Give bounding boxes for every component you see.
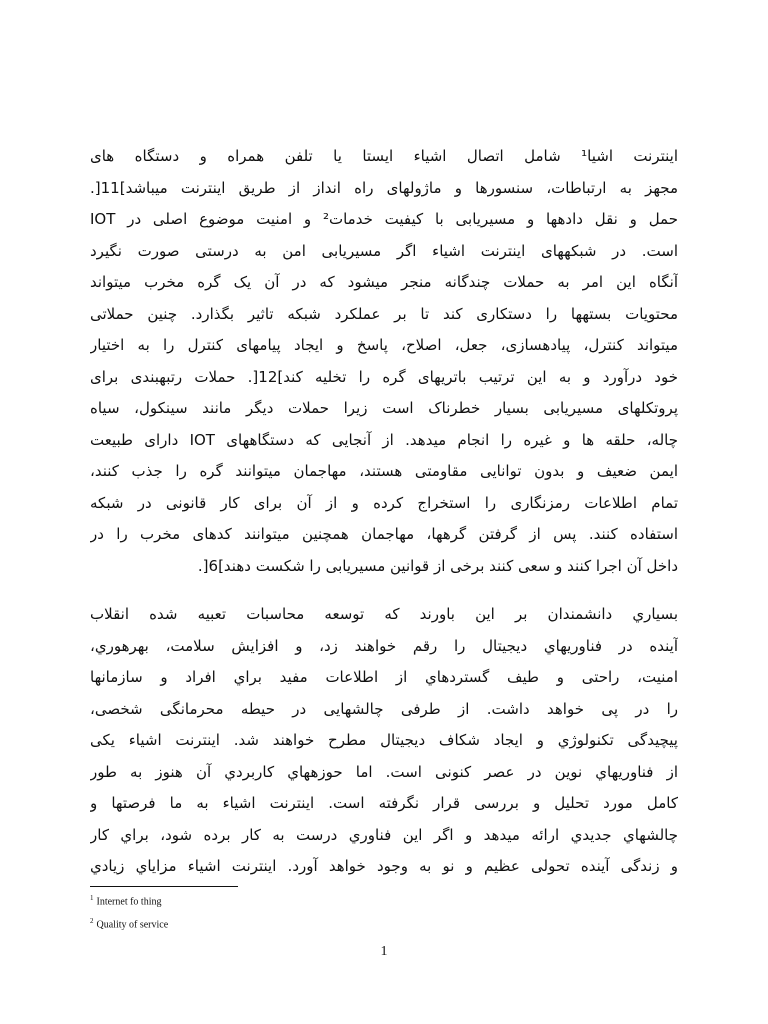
text-line: چالشهاي جديدي ارائه ميدهد و اگر اين فناوري درست به كار برده شود، براي كار: [90, 825, 678, 844]
paragraph-iot-security: [90, 141, 678, 582]
text-line: خود درآورد و به این ترتیب باتریهای گره را تخلیه کند]12[. حملات رتبهبندی برای: [90, 367, 678, 386]
text-line: را در پی خواهد داشت. از طرفی چالشهایی در حیطه محرمانگی شخصی،: [90, 699, 678, 718]
footnote-text: Quality of service: [96, 919, 169, 931]
text-line: بسياري دانشمندان بر اين باورند كه توسعه محاسبات تعبيه شده انقلاب: [90, 605, 678, 623]
footnote-1: [90, 894, 161, 907]
text-line: پروتکلهای مسیریابی بسیار خطرناک است زیرا حملات دیگر مانند سینکول، سیاه: [90, 399, 678, 417]
text-line: امنيت، راحتی و طيف گستردهاي از اطلاعات مفيد براي افراد و سازمانها: [90, 668, 678, 686]
text-line: ایمن ضعیف و بدون توانایی مقاومتی هستند، مهاجمان میتوانند گره را جذب کنند،: [90, 462, 678, 480]
text-line: آنگاه این امر به حملات چندگانه منجر میشود که در آن یک گره مخرب میتواند: [90, 273, 678, 291]
paragraph-iot-future: [90, 599, 678, 883]
text-line: است. در شبکههای اینترنت اشیاء اگر مسیریابی امن به درستی صورت نگیرد: [90, 241, 678, 260]
footnote-marker: 1: [90, 894, 94, 902]
page-number: 1: [380, 944, 388, 959]
text-line: مجهز به ارتباطات، سنسورها و ماژولهای راه انداز از طریق اینترنت میباشد]11[.: [90, 178, 678, 197]
text-line: تمام اطلاعات رمزنگاری را استخراج کرده و از آن برای کار قانونی در شبکه: [90, 493, 678, 512]
footnote-text: Internet fo thing: [96, 896, 162, 908]
text-line: و زندگی آينده تحولی عظيم و نو به وجود خواهد آورد. اینترنت اشیاء مزاياي زيادي: [90, 857, 678, 875]
text-line: چاله، حلقه ها و غیره را انجام میدهد. از آنجایی که دستگاههای IOT دارای طبیعت: [90, 430, 678, 449]
text-line: آينده در فناوريهاي ديجيتال را رقم خواهند زد، و افزايش سلامت، بهرهوري،: [90, 636, 678, 655]
text-line: استفاده کنند. پس از گرفتن گرهها، مهاجمان همچنین میتوانند کدهای مخرب را در: [90, 525, 678, 543]
text-line: میتواند کنترل، پیادهسازی، جعل، اصلاح، پاسخ و ایجاد پیامهای کنترل را به اختیار: [90, 336, 678, 354]
text-line: اینترنت اشیا¹ شامل اتصال اشیاء ایستا یا تلفن همراه و دستگاه های: [90, 147, 678, 165]
text-line: محتویات بستهها را دستکاری کند تا بر عملکرد شبکه تاثیر بگذارد. چنین حملاتی: [90, 304, 678, 323]
text-line: داخل آن اجرا کنند و سعی کنند برخی از قوانین مسیریابی را شکست دهند]6[.: [197, 556, 678, 575]
footnote-separator: [90, 886, 238, 887]
text-line: پيچيدگی تكنولوژي و ايجاد شكاف ديجيتال مطرح خواهند شد. اینترنت اشیاء یکی: [90, 731, 678, 749]
text-line: كامل مورد تحليل و بررسی قرار نگرفته است. اینترنت اشیاء به ما فرصتها و: [90, 794, 678, 812]
footnote-marker: 2: [90, 917, 94, 925]
text-line: حمل و نقل دادهها و مسیریابی با کیفیت خدمات² و امنیت موضوع اصلی در IOT: [90, 210, 678, 228]
footnote-2: [90, 917, 168, 930]
text-line: از فناوريهاي نوين در عصر كنونی است. اما حوزههاي كاربردي آن هنوز به طور: [90, 762, 678, 781]
